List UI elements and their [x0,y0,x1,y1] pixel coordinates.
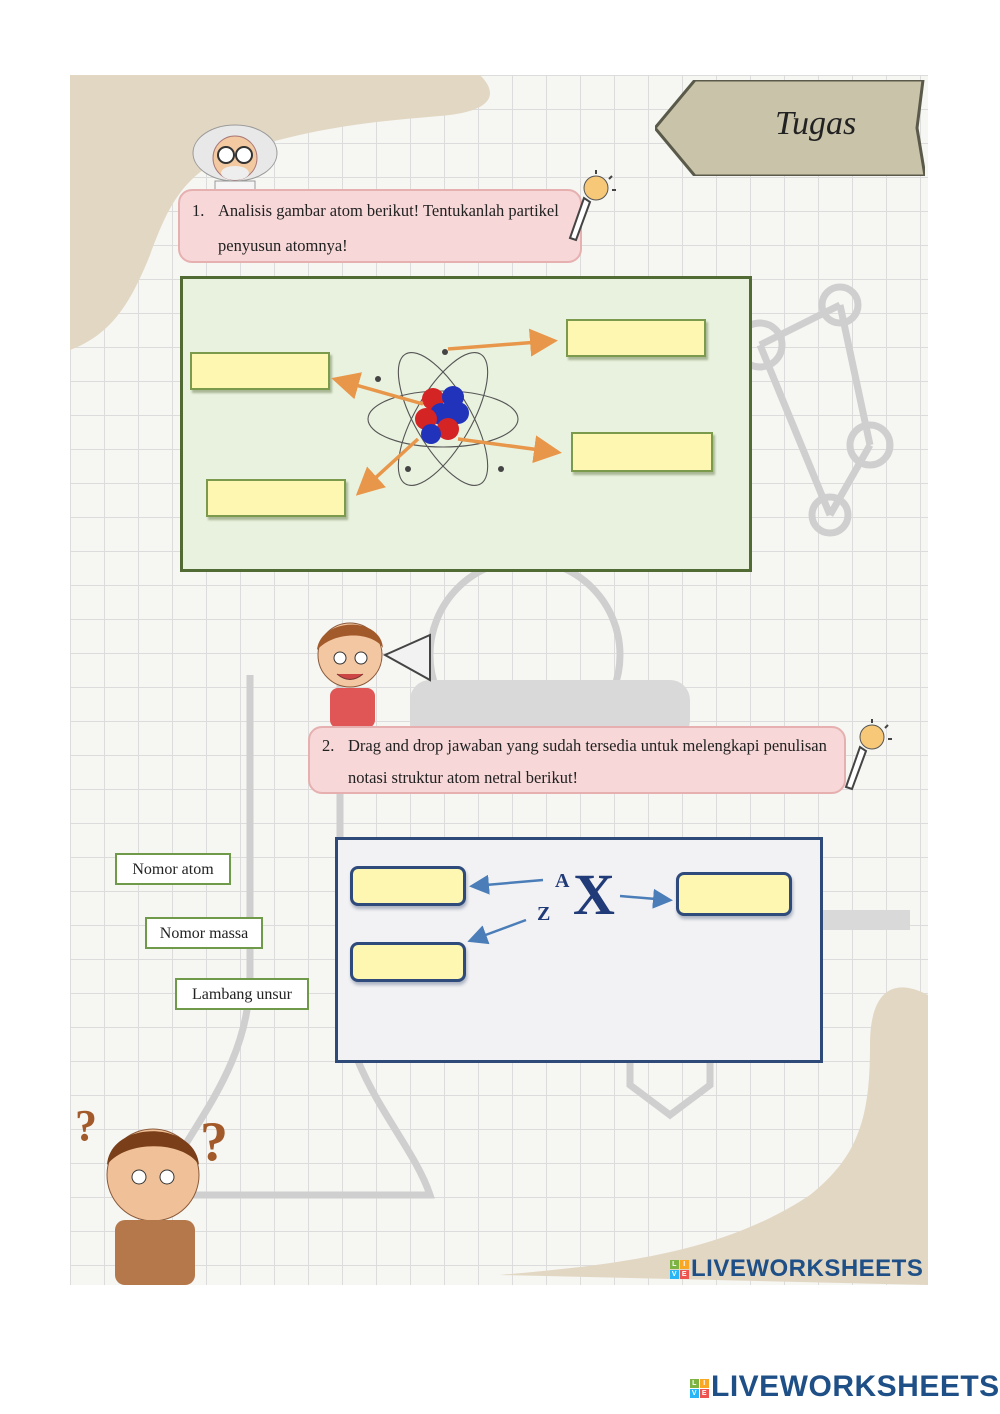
nucleus [415,386,469,444]
notation-arrows [338,840,820,1060]
question-1-line-1: Analisis gambar atom berikut! Tentukanlah partikel [218,201,559,220]
notation-panel [335,837,823,1063]
question-2-line-2: notasi struktur atom netral berikut! [348,768,579,787]
element-symbol: X [573,862,615,927]
drag-option-nomor-atom[interactable]: Nomor atom [115,853,231,885]
question-2 [308,726,846,794]
boy-megaphone-mascot-icon [295,610,440,740]
liveworksheets-logo[interactable]: L I V E LIVEWORKSHEETS [691,1370,1000,1403]
question-1-line-2: penyusun atomnya! [218,236,348,255]
liveworksheets-logo-inner: L I V E LIVEWORKSHEETS [671,1255,924,1282]
svg-text:?: ? [75,1101,97,1150]
drag-option-lambang-unsur[interactable]: Lambang unsur [175,978,309,1010]
atom-illustration [183,279,749,569]
lightbulb-pencil-icon-2 [838,717,898,795]
question-2-line-1: Drag and drop jawaban yang sudah tersedia untuk melengkapi penulisan [348,736,827,755]
worksheet-page [70,75,928,1285]
liveworksheets-badge-icon: L I V E [671,1261,688,1279]
liveworksheets-badge-icon: L I V E [691,1379,708,1397]
drag-option-nomor-massa[interactable]: Nomor massa [145,917,263,949]
atomic-number-label: Z [537,903,551,925]
confused-boy-mascot-icon [75,1095,245,1285]
mass-number-label: A [555,870,570,892]
question-1-number: 1. [192,201,205,220]
question-1 [178,189,582,263]
lightbulb-pencil-icon [562,168,622,246]
question-2-number: 2. [322,736,335,755]
banner-title: Tugas [775,105,857,142]
atom-diagram-panel [180,276,752,572]
svg-text:?: ? [200,1111,228,1173]
